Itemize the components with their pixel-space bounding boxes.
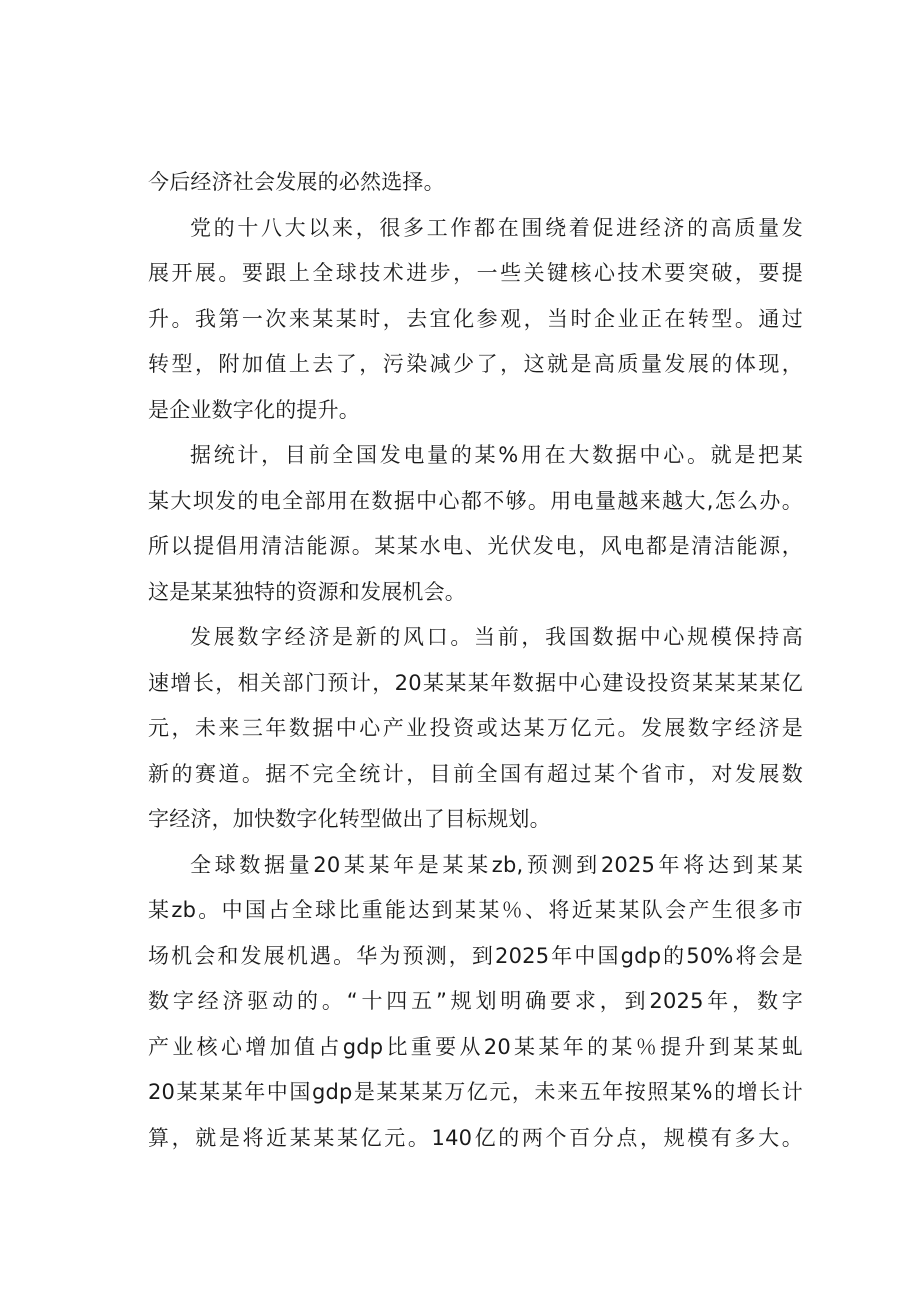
text-line: 字经济，加快数字化转型做出了目标规划。 bbox=[148, 807, 551, 831]
text-line: 元，未来三年数据中心产业投资或达某万亿元。发展数字经济是 bbox=[148, 716, 803, 740]
text-line: 今后经济社会发展的必然选择。 bbox=[148, 170, 445, 194]
text-line: 转型，附加值上去了，污染减少了，这就是高质量发展的体现， bbox=[148, 352, 803, 376]
text-line: 算，就是将近某某某亿元。140亿的两个百分点，规模有多大。 bbox=[148, 1125, 803, 1150]
text-line: 场机会和发展机遇。华为预测，到2025年中国gdp的50%将会是 bbox=[148, 943, 803, 968]
text-line: 升。我第一次来某某时，去宜化参观，当时企业正在转型。通过 bbox=[148, 306, 803, 331]
text-line: 速增长，相关部门预计，20某某某年数据中心建设投资某某某某亿 bbox=[148, 670, 803, 695]
text-line: 新的赛道。据不完全统计，目前全国有超过某个省市，对发展数 bbox=[148, 761, 803, 786]
paragraph-first-line: 据统计，目前全国发电量的某%用在大数据中心。就是把某 bbox=[190, 443, 803, 467]
text-line: 某大坝发的电全部用在数据中心都不够。用电量越来越大,怎么办。 bbox=[148, 488, 803, 513]
text-line: 所以提倡用清洁能源。某某水电、光伏发电，风电都是清洁能源， bbox=[148, 534, 803, 558]
text-line: 数字经济驱动的。“十四五”规划明确要求，到2025年，数字 bbox=[148, 989, 803, 1013]
text-line: 某zb。中国占全球比重能达到某某％、将近某某队会产生很多市 bbox=[148, 898, 803, 922]
text-line: 这是某某独特的资源和发展机会。 bbox=[148, 579, 466, 604]
text-line: 是企业数字化的提升。 bbox=[148, 397, 360, 422]
paragraph-first-line: 全球数据量20某某年是某某zb,预测到2025年将达到某某 bbox=[190, 852, 803, 877]
paragraph-first-line: 发展数字经济是新的风口。当前，我国数据中心规模保持高 bbox=[190, 625, 803, 649]
text-line: 展开展。要跟上全球技术进步，一些关键核心技术要突破，要提 bbox=[148, 261, 803, 285]
text-line: 20某某某年中国gdp是某某某万亿元，未来五年按照某%的增长计 bbox=[148, 1080, 803, 1104]
text-line: 产业核心增加值占gdp比重要从20某某年的某％提升到某某虬 bbox=[148, 1034, 803, 1059]
paragraph-first-line: 党的十八大以来，很多工作都在围绕着促进经济的高质量发 bbox=[190, 215, 803, 240]
document-body bbox=[148, 160, 803, 1161]
